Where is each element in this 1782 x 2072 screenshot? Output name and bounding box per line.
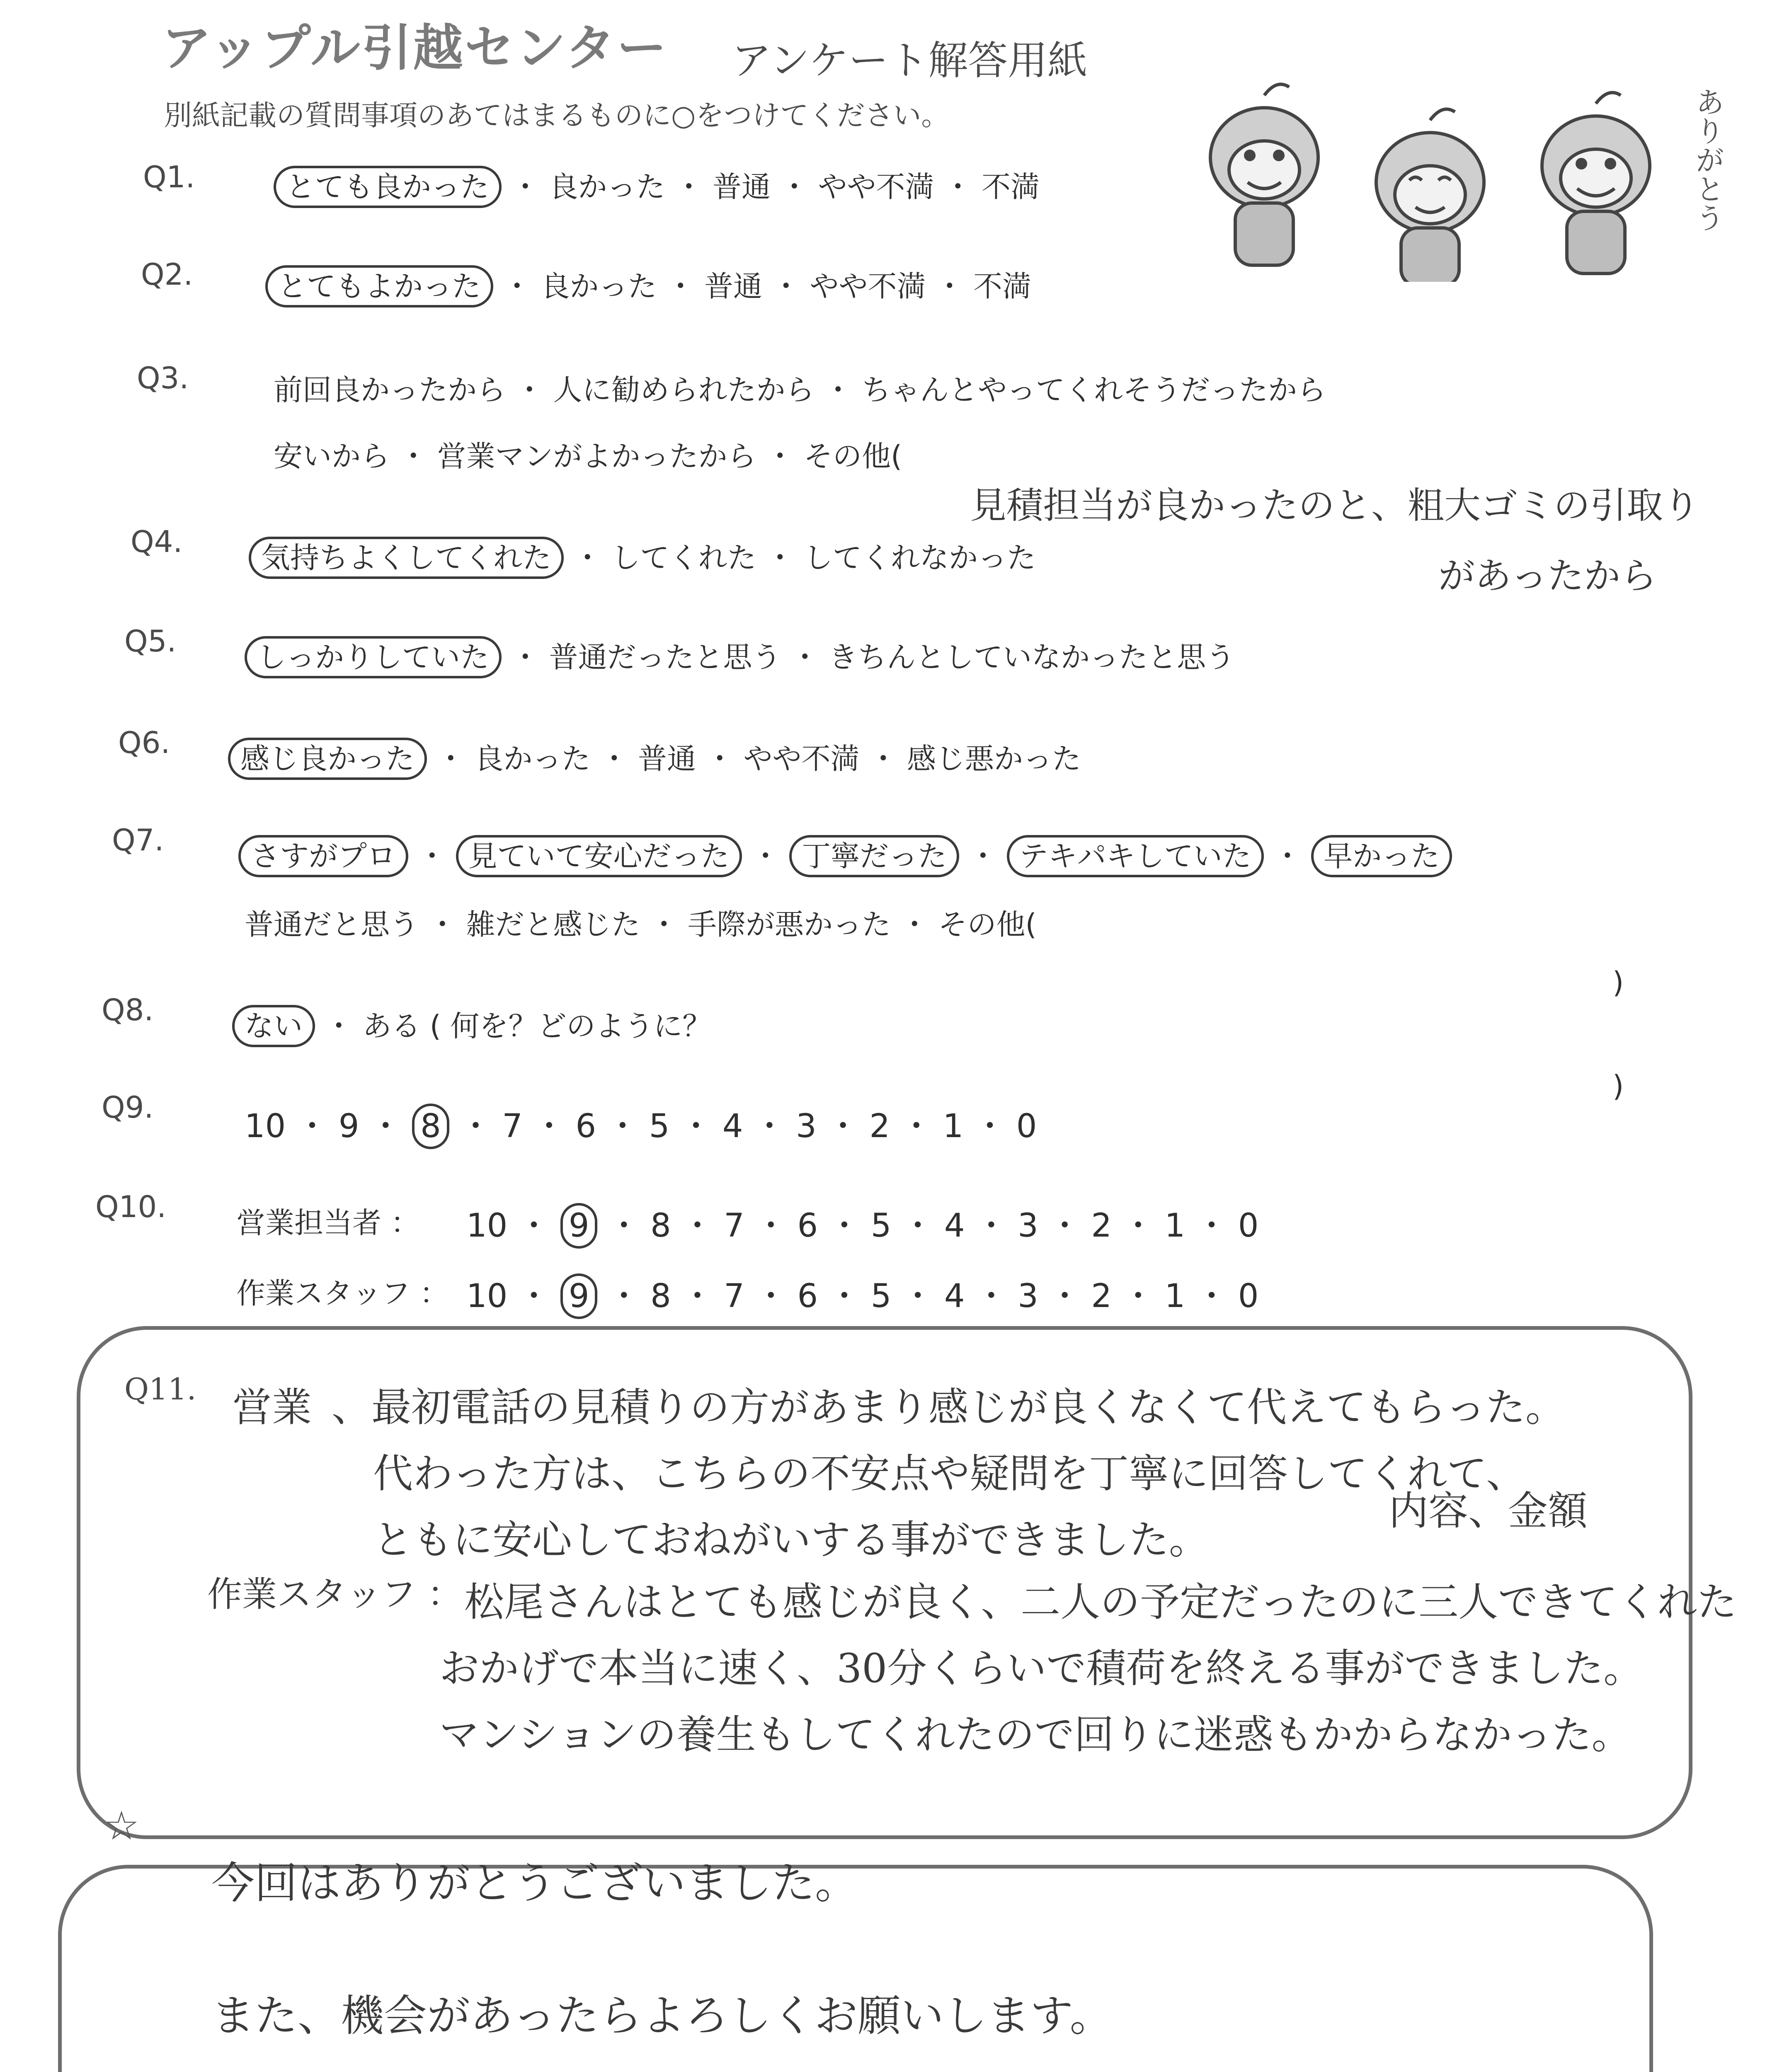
q7-label: Q7. (112, 823, 164, 857)
company-title: アップル引越センター (162, 19, 668, 77)
q8-close-paren: ) (1612, 1069, 1624, 1103)
q9-selected-score[interactable]: 8 (412, 1104, 449, 1149)
q11-sales-line2: 代わった方は、こちらの不安点や疑問を丁寧に回答してくれて、 (373, 1450, 1526, 1497)
q9-scale-before[interactable]: 10 ・ 9 ・ (245, 1108, 402, 1145)
q5-label: Q5. (124, 624, 177, 658)
q1-label: Q1. (143, 160, 195, 194)
q2-label: Q2. (141, 257, 193, 292)
q10-staff-scale (466, 1270, 1258, 1317)
q11-staff-line2: おかげで本当に速く、30分くらいで積荷を終える事ができました。 (439, 1645, 1644, 1692)
q11-staff-heading: 作業スタッフ ： (207, 1574, 462, 1615)
q6-options (228, 736, 1081, 777)
form-subtitle: アンケート解答用紙 (732, 37, 1088, 84)
q1-options (274, 164, 1040, 206)
separator: ・ (968, 839, 998, 873)
mascot-monkeys-image (1169, 50, 1749, 282)
q8-selected-option[interactable]: ない (232, 1005, 315, 1047)
q7-close-paren: ) (1612, 966, 1624, 1000)
q11-staff-line1: 松尾さんはとても感じが良く、二人の予定だったのに三人できてくれた (464, 1579, 1737, 1625)
q8-options (232, 1003, 711, 1045)
star-message-line1: 今回はありがとうございました。 (211, 1858, 858, 1908)
instruction-text: 別紙記載の質問事項のあてはまるものに○をつけてください。 (164, 99, 950, 132)
q7-option-teinei[interactable]: 丁寧だった (789, 835, 959, 877)
q11-sales-line3: ともに安心しておねがいする事ができました。 (373, 1517, 1209, 1563)
q10-sales-scale (466, 1200, 1258, 1246)
q10-label: Q10. (95, 1189, 167, 1224)
q11-label: Q11. (124, 1372, 196, 1406)
separator: ・ (417, 839, 447, 873)
q7-option-sasuga-pro[interactable]: さすがプロ (238, 835, 408, 877)
q10-staff-after[interactable]: ・ 8 ・ 7 ・ 6 ・ 5 ・ 4 ・ 3 ・ 2 ・ 1 ・ 0 (608, 1278, 1259, 1315)
arigatou-label: ありがとう (1691, 87, 1725, 232)
q4-label: Q4. (131, 524, 183, 559)
q7-option-anshin[interactable]: 見ていて安心だった (456, 835, 742, 877)
q3-label: Q3. (137, 361, 189, 395)
q1-selected-option[interactable]: とても良かった (274, 166, 502, 208)
q7-options-line2[interactable]: 普通だと思う ・ 雑だと感じた ・ 手際が悪かった ・ その他( (245, 908, 1037, 942)
q7-options-line1 (238, 833, 1452, 875)
q2-selected-option[interactable]: とてもよかった (265, 265, 493, 307)
q5-options (245, 634, 1235, 676)
q2-other-options[interactable]: ・ 良かった ・ 普通 ・ やや不満 ・ 不満 (502, 269, 1032, 303)
q10-sales-before[interactable]: 10 ・ (466, 1207, 550, 1244)
q3-other-answer-2: があったから (1438, 554, 1657, 597)
q11-sales-line2-end: 内容、金額 (1389, 1488, 1588, 1534)
q9-label: Q9. (102, 1090, 154, 1125)
q1-other-options[interactable]: ・ 良かった ・ 普通 ・ やや不満 ・ 不満 (511, 170, 1040, 204)
q6-selected-option[interactable]: 感じ良かった (228, 738, 427, 780)
q11-staff-line3: マンションの養生もしてくれたので回りに迷惑もかからなかった。 (439, 1711, 1632, 1758)
q6-label: Q6. (118, 725, 170, 760)
q9-scale (245, 1100, 1037, 1147)
q10-sales-selected-score[interactable]: 9 (560, 1203, 598, 1249)
q10-staff-selected-score[interactable]: 9 (560, 1273, 598, 1319)
separator: ・ (751, 839, 780, 873)
q10-staff-label: 作業スタッフ ： (236, 1276, 449, 1310)
q3-line1[interactable]: 前回良かったから ・ 人に勧められたから ・ ちゃんとやってくれそうだったから (274, 373, 1326, 407)
separator: ・ (1273, 839, 1302, 873)
q10-sales-label: 営業担当者 ： (236, 1206, 420, 1240)
q8-other-options[interactable]: ・ ある ( 何を？どのように？ (324, 1009, 712, 1043)
q3-line2[interactable]: 安いから ・ 営業マンがよかったから ・ その他( (274, 439, 902, 473)
q6-other-options[interactable]: ・ 良かった ・ 普通 ・ やや不満 ・ 感じ悪かった (436, 742, 1081, 776)
q11-sales-heading: 営業 (232, 1384, 312, 1431)
q10-staff-before[interactable]: 10 ・ (466, 1278, 550, 1315)
q4-options (249, 535, 1036, 576)
q9-scale-after[interactable]: ・ 7 ・ 6 ・ 5 ・ 4 ・ 3 ・ 2 ・ 1 ・ 0 (459, 1108, 1037, 1145)
q8-label: Q8. (102, 992, 154, 1027)
q11-sales-line1: 、最初電話の見積りの方があまり感じが良くなくて代えてもらった。 (332, 1384, 1565, 1431)
star-message-line2: また、機会があったらよろしくお願いします。 (211, 1990, 1113, 2041)
q4-other-options[interactable]: ・ してくれた ・ してくれなかった (573, 541, 1036, 575)
q7-option-tekipaki[interactable]: テキパキしていた (1007, 835, 1264, 877)
q7-option-hayakatta[interactable]: 早かった (1311, 835, 1452, 877)
q5-other-options[interactable]: ・ 普通だったと思う ・ きちんとしていなかったと思う (511, 640, 1235, 674)
q3-other-answer-1: 見積担当が良かったのと、粗大ゴミの引取り (970, 484, 1700, 527)
q10-sales-after[interactable]: ・ 8 ・ 7 ・ 6 ・ 5 ・ 4 ・ 3 ・ 2 ・ 1 ・ 0 (608, 1207, 1259, 1244)
q2-options (265, 263, 1031, 305)
star-icon: ☆ (104, 1803, 140, 1849)
q4-selected-option[interactable]: 気持ちよくしてくれた (249, 537, 564, 579)
q5-selected-option[interactable]: しっかりしていた (245, 636, 502, 678)
